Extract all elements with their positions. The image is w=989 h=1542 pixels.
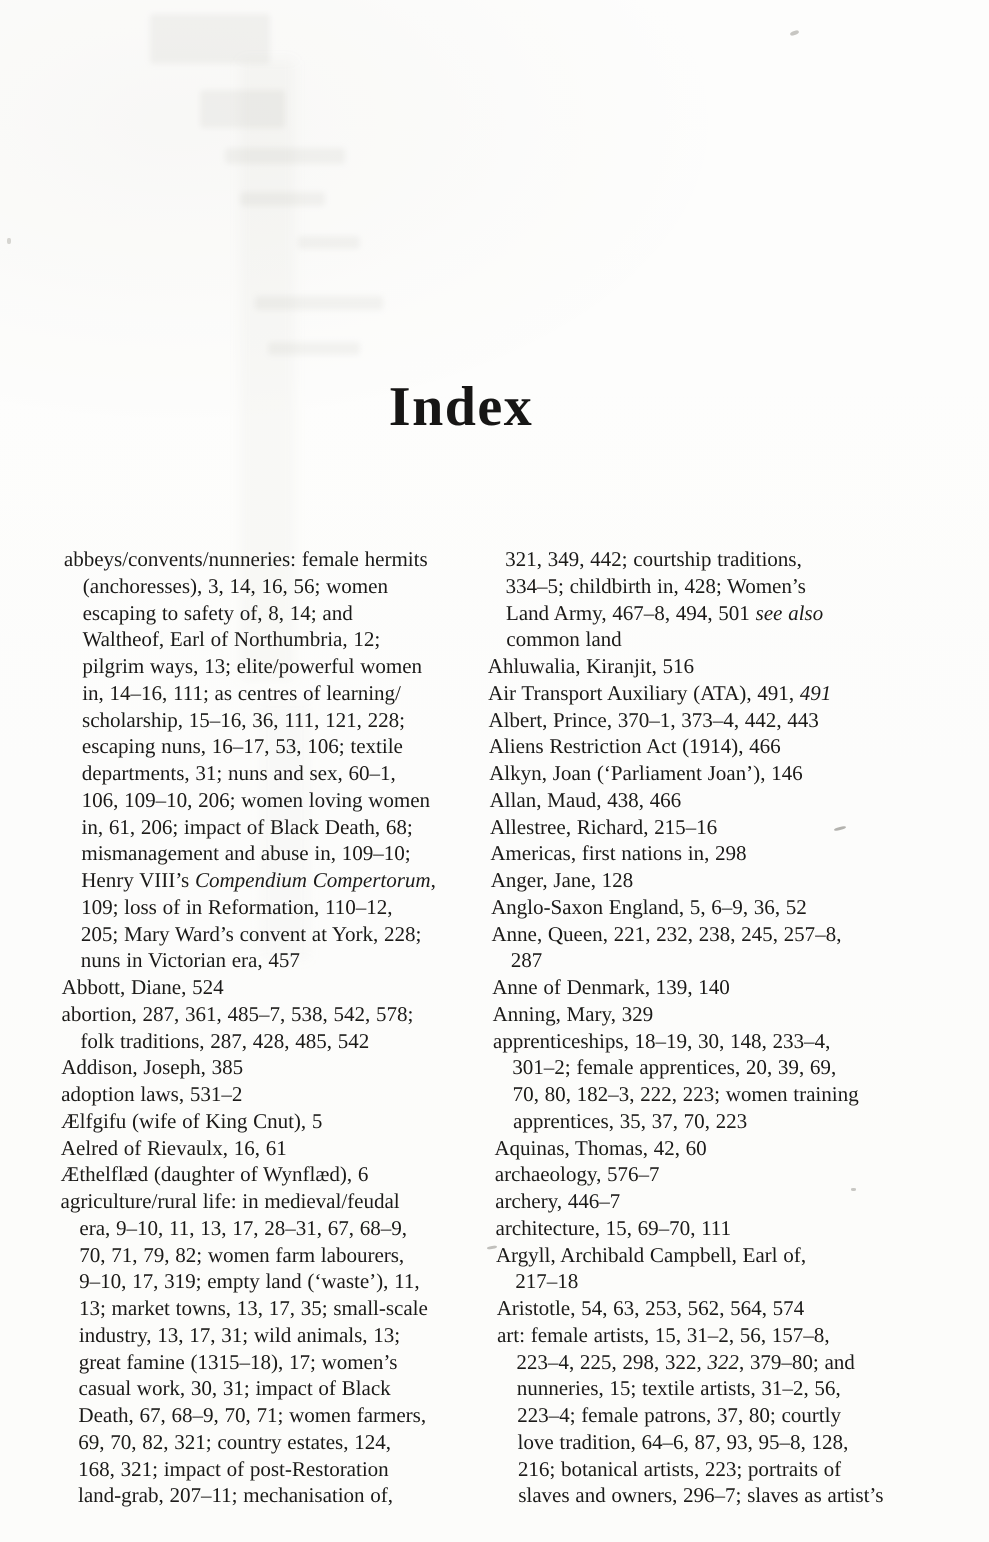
index-column-right [486,546,974,1509]
index-line: archaeology, 576–7 [494,1162,660,1187]
index-line: in, 14–16, 111; as centres of learning/ [82,680,401,705]
index-line: apprentices, 35, 37, 70, 223 [512,1108,748,1133]
index-line: Aquinas, Thomas, 42, 60 [494,1135,707,1160]
index-line: Anger, Jane, 128 [490,868,634,892]
scan-speck [790,30,800,37]
index-line: nuns in Victorian era, 457 [80,948,300,973]
index-line: art: female artists, 15, 31–2, 56, 157–8, [496,1322,830,1347]
index-line: escaping nuns, 16–17, 53, 106; textile [81,734,403,759]
index-line: 321, 349, 442; courtship traditions, [505,547,802,571]
index-line: industry, 13, 17, 31; wild animals, 13; [78,1322,401,1347]
index-line: 69, 70, 82, 321; country estates, 124, [78,1429,392,1454]
index-line: 109; loss of in Reformation, 110–12, [81,894,393,919]
index-line: (anchoresses), 3, 14, 16, 56; women [82,573,389,598]
index-line: 168, 321; impact of post-Restoration [78,1456,389,1481]
index-line: abortion, 287, 361, 485–7, 538, 542, 578; [61,1001,414,1026]
index-line: 223–4; female patrons, 37, 80; courtly [516,1403,842,1427]
index-line: Albert, Prince, 370–1, 373–4, 442, 443 [488,707,819,732]
bleed-through-mark [298,236,360,249]
index-line: Allestree, Richard, 215–16 [489,814,718,839]
index-line: architecture, 15, 69–70, 111 [495,1215,732,1240]
index-line: Americas, first nations in, 298 [490,841,747,866]
index-line: Aristotle, 54, 63, 253, 562, 564, 574 [496,1296,805,1320]
index-line: love tradition, 64–6, 87, 93, 95–8, 128, [517,1429,849,1454]
index-line: agriculture/rural life: in medieval/feudal [60,1189,400,1213]
index-line: Abbott, Diane, 524 [61,975,224,999]
index-line: 205; Mary Ward’s convent at York, 228; [80,921,422,946]
index-line: pilgrim ways, 13; elite/powerful women [82,654,423,678]
index-line: Ahluwalia, Kiranjit, 516 [487,654,695,678]
index-line: archery, 446–7 [494,1189,621,1213]
index-line: Argyll, Archibald Campbell, Earl of, [495,1242,807,1267]
index-line: 223–4, 225, 298, 322, 322, 379–80; and [516,1349,855,1374]
index-line: Aelred of Rievaulx, 16, 61 [60,1135,287,1160]
index-line: abbeys/convents/nunneries: female hermits [63,547,428,571]
index-line: Alkyn, Joan (‘Parliament Joan’), 146 [489,761,803,785]
index-line: Æthelflæd (daughter of Wynflæd), 6 [60,1162,369,1187]
index-line: 301–2; female apprentices, 20, 39, 69, [512,1055,837,1080]
bleed-through-mark [150,14,270,64]
index-line: Death, 67, 68–9, 70, 71; women farmers, [78,1403,427,1427]
index-line: casual work, 30, 31; impact of Black [78,1376,391,1401]
page-title: Index [388,376,534,438]
index-line: departments, 31; nuns and sex, 60–1, [81,761,396,785]
index-line: land-grab, 207–11; mechanisation of, [77,1483,394,1508]
index-line: adoption laws, 531–2 [61,1082,243,1106]
index-line: era, 9–10, 11, 13, 17, 28–31, 67, 68–9, [79,1215,408,1240]
index-line: 217–18 [515,1269,579,1294]
index-line: great famine (1315–18), 17; women’s [78,1349,398,1374]
index-line: 334–5; childbirth in, 428; Women’s [505,573,807,598]
index-line: Aliens Restriction Act (1914), 466 [488,734,781,759]
index-line: Allan, Maud, 438, 466 [489,787,682,812]
index-line: 216; botanical artists, 223; portraits of [517,1456,842,1481]
index-line: Ælfgifu (wife of King Cnut), 5 [60,1108,323,1133]
index-line: 287 [510,948,543,973]
index-line: 70, 71, 79, 82; women farm labourers, [79,1242,405,1267]
index-line: 106, 109–10, 206; women loving women [81,787,431,812]
index-line: Land Army, 467–8, 494, 501 see also [505,600,824,625]
index-line: apprenticeships, 18–19, 30, 148, 233–4, [492,1028,831,1053]
index-line: in, 61, 206; impact of Black Death, 68; [81,814,413,839]
index-line: Anglo-Saxon England, 5, 6–9, 36, 52 [490,894,807,919]
index-column-left [59,546,488,1509]
index-line: 9–10, 17, 319; empty land (‘waste’), 11, [79,1269,420,1294]
index-line: scholarship, 15–16, 36, 111, 121, 228; [82,707,406,732]
index-line: Waltheof, Earl of Northumbria, 12; [82,627,381,652]
scan-speck [7,238,11,244]
index-line: Anne of Denmark, 139, 140 [491,975,730,999]
index-line: mismanagement and abuse in, 109–10; [81,841,411,866]
index-line: Addison, Joseph, 385 [61,1055,244,1080]
index-line: escaping to safety of, 8, 14; and [82,600,353,625]
index-line: 13; market towns, 13, 17, 35; small-scale [78,1296,428,1320]
index-line: nunneries, 15; textile artists, 31–2, 56, [516,1376,841,1401]
index-line: Anning, Mary, 329 [492,1001,654,1026]
index-line: Air Transport Auxiliary (ATA), 491, 491 [487,680,832,705]
index-line: folk traditions, 287, 428, 485, 542 [80,1028,370,1053]
index-line: Henry VIII’s Compendium Compertorum, [81,868,436,892]
index-line: slaves and owners, 296–7; slaves as artist’s [518,1483,884,1508]
index-line: common land [506,627,622,652]
index-line: Anne, Queen, 221, 232, 238, 245, 257–8, [491,921,842,946]
index-line: 70, 80, 182–3, 222, 223; women training [512,1082,859,1106]
